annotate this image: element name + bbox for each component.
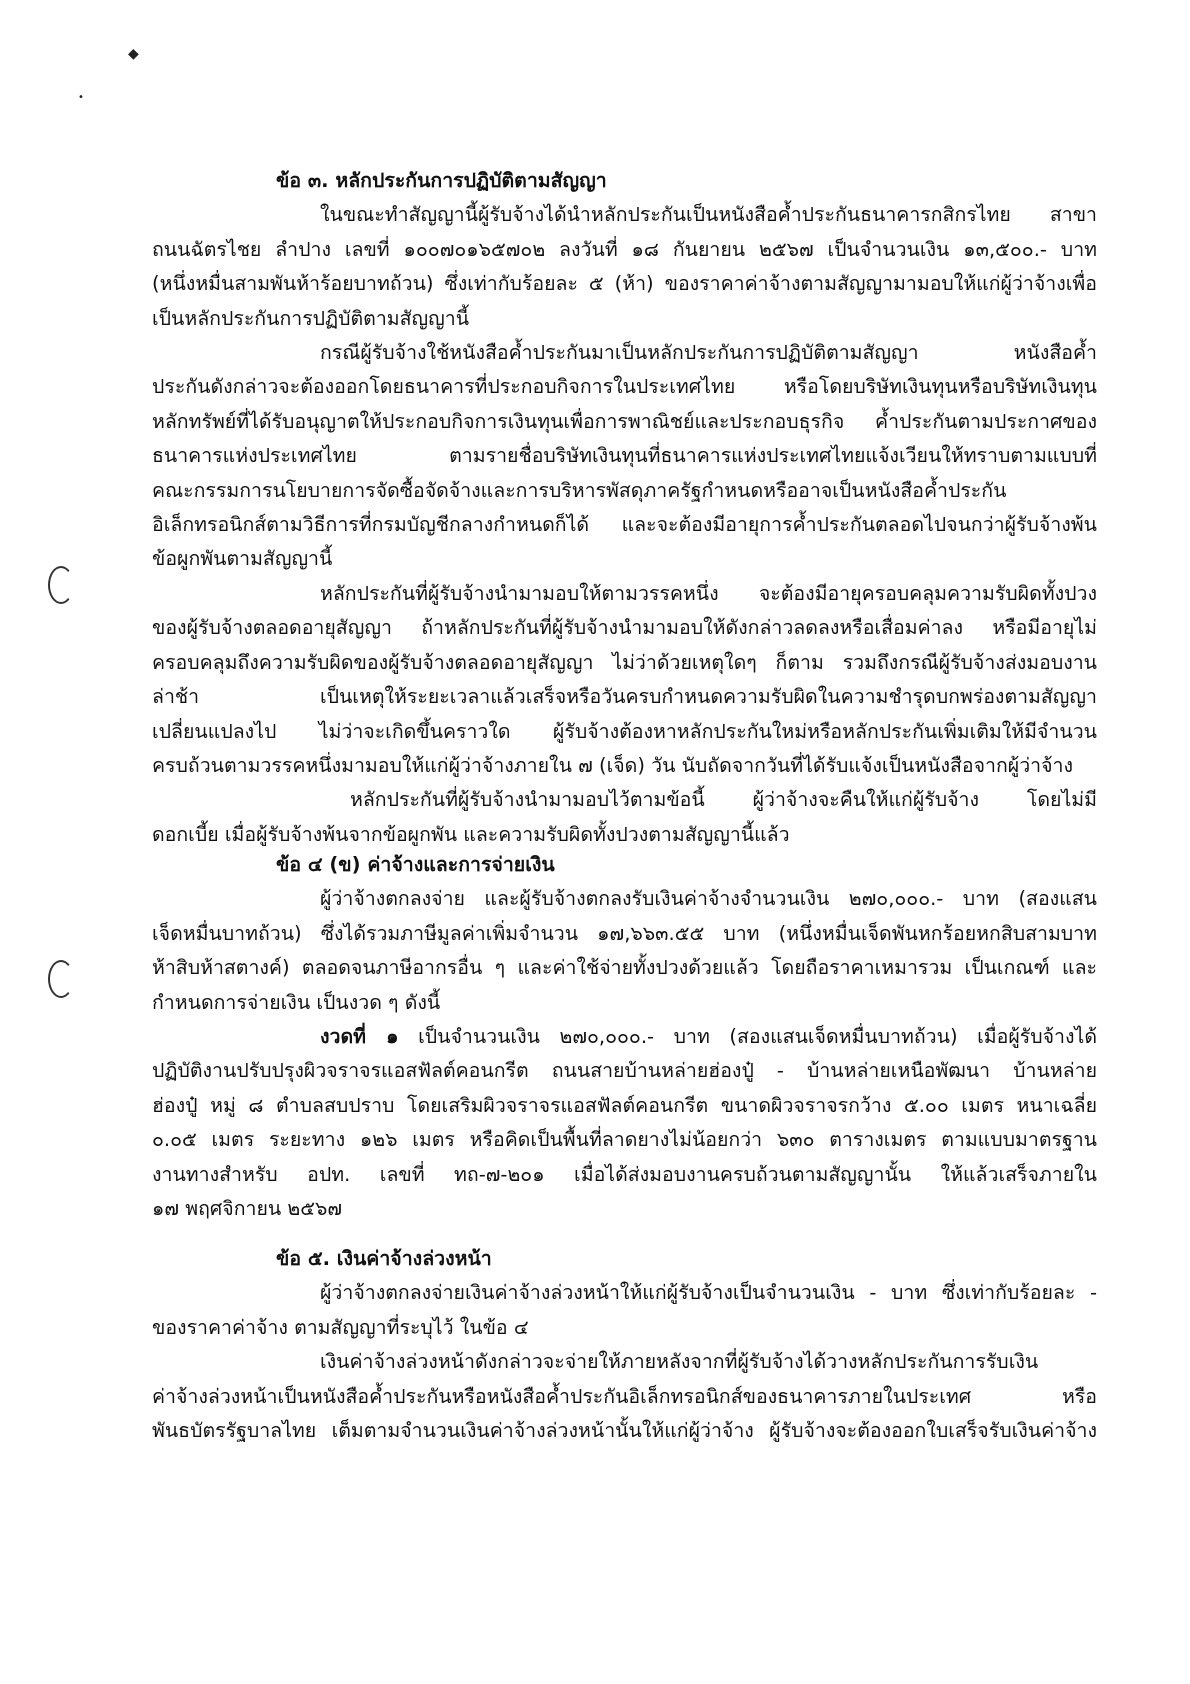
scan-speck: ◆ <box>128 46 139 62</box>
text-line: ในขณะทำสัญญานี้ผู้รับจ้างได้นำหลักประกันเป็นหนังสือค้ำประกันธนาคารกสิกรไทย สาขา <box>320 203 1097 227</box>
text-line: กรณีผู้รับจ้างใช้หนังสือค้ำประกันมาเป็นหลักประกันการปฏิบัติตามสัญญา หนังสือค้ำ <box>320 341 1097 365</box>
text-line: ผู้ว่าจ้างตกลงจ่ายเงินค่าจ้างล่วงหน้าให้แก่ผู้รับจ้างเป็นจำนวนเงิน - บาท ซึ่งเท่ากับร้อยละ - <box>320 1281 1097 1305</box>
text-line: ห้าสิบห้าสตางค์) ตลอดจนภาษีอากรอื่น ๆ และค่าใช้จ่ายทั้งปวงด้วยแล้ว โดยถือราคาเหมารวม เป็นเกณฑ์ และ <box>152 956 1097 980</box>
text-line: เงินค่าจ้างล่วงหน้าดังกล่าวจะจ่ายให้ภายหลังจากที่ผู้รับจ้างได้วางหลักประกันการรับเงิน <box>320 1350 1039 1374</box>
text-line: ค่าจ้างล่วงหน้าเป็นหนังสือค้ำประกันหรือหนังสือค้ำประกันอิเล็กทรอนิกส์ของธนาคารภายในประเทศ หรือ <box>152 1384 1097 1408</box>
text-line: งานทางสำหรับ อปท. เลขที่ ทถ-๗-๒๐๑ เมื่อได้ส่งมอบงานครบถ้วนตามสัญญานั้น ให้แล้วเสร็จภายใน <box>152 1162 1097 1186</box>
section-3-paragraph-4 <box>152 783 1097 852</box>
section-5-paragraph-1 <box>152 1276 1097 1345</box>
text-line: หลักประกันที่ผู้รับจ้างนำมามอบไว้ตามข้อนี้ ผู้ว่าจ้างจะคืนให้แก่ผู้รับจ้าง โดยไม่มี <box>350 788 1097 812</box>
text-line: ๐.๐๕ เมตร ระยะทาง ๑๒๖ เมตร หรือคิดเป็นพื้นที่ลาดยางไม่น้อยกว่า ๖๓๐ ตารางเมตร ตามแบบมาตรฐาน <box>152 1128 1097 1152</box>
text-line: ล่าช้า เป็นเหตุให้ระยะเวลาแล้วเสร็จหรือวันครบกำหนดความรับผิดในความชำรุดบกพร่องตามสัญญา <box>152 685 1097 709</box>
section-4-paragraph-2 <box>152 1020 1097 1226</box>
text-line: ครอบคลุมถึงความรับผิดของผู้รับจ้างตลอดอายุสัญญา ไม่ว่าด้วยเหตุใดๆ ก็ตาม รวมถึงกรณีผู้รับจ้างส่งมอบงาน <box>152 650 1097 674</box>
text-line: (หนึ่งหมื่นสามพันห้าร้อยบาทถ้วน) ซึ่งเท่ากับร้อยละ ๕ (ห้า) ของราคาค่าจ้างตามสัญญามามอบให้แก่ผู้ว่าจ้างเพื่อ <box>152 272 1097 296</box>
text-line: เป็นหลักประกันการปฏิบัติตามสัญญานี้ <box>152 306 470 330</box>
text-line: เจ็ดหมื่นบาทถ้วน) ซึ่งได้รวมภาษีมูลค่าเพิ่มจำนวน ๑๗,๖๖๓.๕๕ บาท (หนึ่งหมื่นเจ็ดพันหกร้อยหกสิบสามบาท <box>152 921 1097 945</box>
text-segment: เป็นจำนวนเงิน ๒๗๐,๐๐๐.- บาท (สองแสนเจ็ดหมื่นบาทถ้วน) เมื่อผู้รับจ้างได้ <box>398 1025 1097 1049</box>
text-line: ข้อผูกพันตามสัญญานี้ <box>152 547 333 571</box>
text-line <box>152 1020 1097 1054</box>
text-line: หลักทรัพย์ที่ได้รับอนุญาตให้ประกอบกิจการเงินทุนเพื่อการพาณิชย์และประกอบธุรกิจ ค้ำประกันตามประกาศของ <box>152 409 1097 433</box>
section-3-heading: ข้อ ๓. หลักประกันการปฏิบัติตามสัญญา <box>276 169 607 192</box>
text-line: ธนาคารแห่งประเทศไทย ตามรายชื่อบริษัทเงินทุนที่ธนาคารแห่งประเทศไทยแจ้งเวียนให้ทราบตามแบบที่ <box>152 444 1097 468</box>
section-3-paragraph-1 <box>152 198 1097 336</box>
text-line: ดอกเบี้ย เมื่อผู้รับจ้างพ้นจากข้อผูกพัน และความรับผิดทั้งปวงตามสัญญานี้แล้ว <box>152 822 790 846</box>
text-line: ปฏิบัติงานปรับปรุงผิวจราจรแอสฟัลต์คอนกรีต ถนนสายบ้านหล่ายฮ่องปู๋ - บ้านหล่ายเหนือพัฒนา บ้านหล่าย <box>152 1059 1097 1083</box>
scan-speck: • <box>78 92 84 103</box>
text-line: คณะกรรมการนโยบายการจัดซื้อจัดจ้างและการบริหารพัสดุภาครัฐกำหนดหรืออาจเป็นหนังสือค้ำประกัน <box>152 478 1007 502</box>
text-line: พันธบัตรรัฐบาลไทย เต็มตามจำนวนเงินค่าจ้างล่วงหน้านั้นให้แก่ผู้ว่าจ้าง ผู้รับจ้างจะต้องออกใบเสร็จรับเงินค่าจ้าง <box>152 1419 1097 1443</box>
section-5-paragraph-2 <box>152 1345 1097 1448</box>
text-line: ๑๗ พฤศจิกายน ๒๕๖๗ <box>152 1197 343 1221</box>
installment-label: งวดที่ ๑ <box>320 1025 399 1049</box>
section-4-heading: ข้อ ๔ (ข) ค่าจ้างและการจ่ายเงิน <box>276 853 555 876</box>
section-3-paragraph-3 <box>152 577 1097 783</box>
text-line: ครบถ้วนตามวรรคหนึ่งมามอบให้แก่ผู้ว่าจ้างภายใน ๗ (เจ็ด) วัน นับถัดจากวันที่ได้รับแจ้งเป็นหนังสือจากผู้ว่าจ้าง <box>152 753 1074 777</box>
punch-hole-mark <box>48 960 74 998</box>
text-line: ผู้ว่าจ้างตกลงจ่าย และผู้รับจ้างตกลงรับเงินค่าจ้างจำนวนเงิน ๒๗๐,๐๐๐.- บาท (สองแสน <box>320 887 1097 911</box>
text-line: ฮ่องปู๋ หมู่ ๘ ตำบลสบปราบ โดยเสริมผิวจราจรแอสฟัลต์คอนกรีต ขนาดผิวจราจรกว้าง ๕.๐๐ เมตร หนาเฉลี่ย <box>152 1093 1097 1117</box>
text-line: อิเล็กทรอนิกส์ตามวิธีการที่กรมบัญชีกลางกำหนดก็ได้ และจะต้องมีอายุการค้ำประกันตลอดไปจนกว่าผู้รับจ้างพ้น <box>152 513 1097 537</box>
text-line: ถนนฉัตรไชย ลำปาง เลขที่ ๑๐๐๗๐๑๖๕๗๐๒ ลงวันที่ ๑๘ กันยายน ๒๕๖๗ เป็นจำนวนเงิน ๑๓,๕๐๐.- บาท <box>152 237 1097 261</box>
punch-hole-mark <box>48 566 74 604</box>
text-line: ของผู้รับจ้างตลอดอายุสัญญา ถ้าหลักประกันที่ผู้รับจ้างนำมามอบให้ดังกล่าวลดลงหรือเสื่อมค่าลง หรือมีอายุไม่ <box>152 616 1097 640</box>
section-4 <box>152 848 1097 1226</box>
text-line: กำหนดการจ่ายเงิน เป็นงวด ๆ ดังนี้ <box>152 990 441 1014</box>
text-line: ประกันดังกล่าวจะต้องออกโดยธนาคารที่ประกอบกิจการในประเทศไทย หรือโดยบริษัทเงินทุนหรือบริษัทเงินทุน <box>152 375 1097 399</box>
section-3 <box>152 164 1097 852</box>
section-5-heading: ข้อ ๕. เงินค่าจ้างล่วงหน้า <box>276 1247 492 1270</box>
text-line: ของราคาค่าจ้าง ตามสัญญาที่ระบุไว้ ในข้อ ๔ <box>152 1315 529 1339</box>
section-3-paragraph-2 <box>152 336 1097 577</box>
section-4-paragraph-1 <box>152 882 1097 1020</box>
text-line: เปลี่ยนแปลงไป ไม่ว่าจะเกิดขึ้นคราวใด ผู้รับจ้างต้องหาหลักประกันใหม่หรือหลักประกันเพิ่มเติมให้มีจำนวน <box>152 719 1097 743</box>
section-5 <box>152 1242 1097 1448</box>
text-line: หลักประกันที่ผู้รับจ้างนำมามอบให้ตามวรรคหนึ่ง จะต้องมีอายุครอบคลุมความรับผิดทั้งปวง <box>320 581 1097 605</box>
